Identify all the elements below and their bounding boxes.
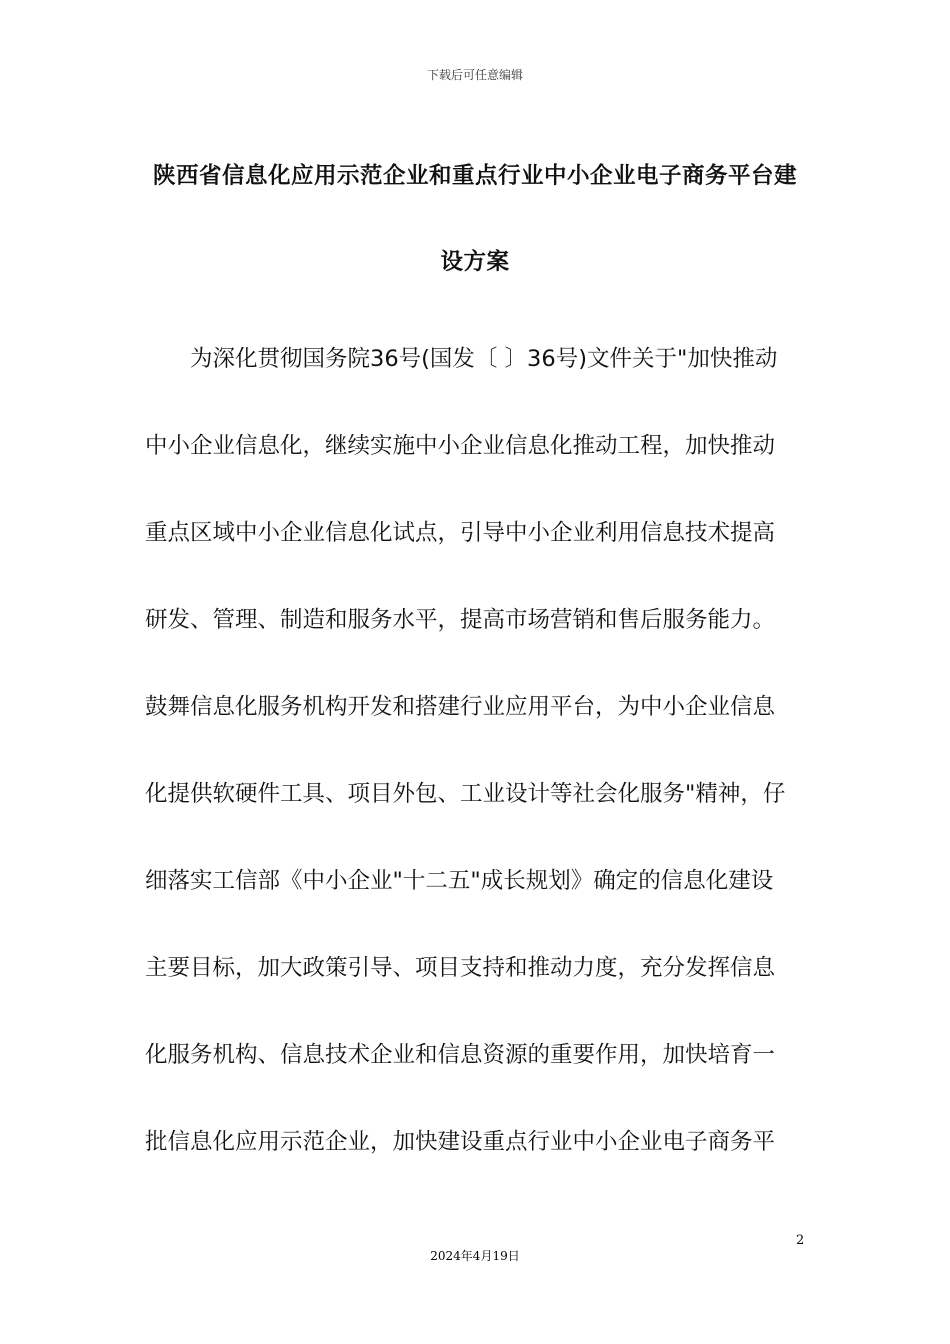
document-title-line-2: 设方案 bbox=[440, 249, 510, 275]
body-text-line: 鼓舞信息化服务机构开发和搭建行业应用平台，为中小企业信息 bbox=[145, 694, 776, 720]
body-text-line: 为深化贯彻国务院36号(国发〔 〕36号)文件关于"加快推动 bbox=[145, 346, 778, 372]
body-text-line: 中小企业信息化，继续实施中小企业信息化推动工程，加快推动 bbox=[145, 433, 776, 459]
body-text-line: 重点区域中小企业信息化试点，引导中小企业利用信息技术提高 bbox=[145, 520, 776, 546]
document-title-line-1: 陕西省信息化应用示范企业和重点行业中小企业电子商务平台建 bbox=[152, 163, 797, 189]
body-text-line: 化提供软硬件工具、项目外包、工业设计等社会化服务"精神，仔 bbox=[145, 781, 786, 807]
page-number: 2 bbox=[796, 1233, 805, 1248]
body-text-line: 细落实工信部《中小企业"十二五"成长规划》确定的信息化建设 bbox=[145, 868, 774, 894]
body-text-line: 批信息化应用示范企业，加快建设重点行业中小企业电子商务平 bbox=[145, 1129, 776, 1155]
body-text-line: 主要目标，加大政策引导、项目支持和推动力度，充分发挥信息 bbox=[145, 955, 776, 981]
body-text-line: 研发、管理、制造和服务水平，提高市场营销和售后服务能力。 bbox=[145, 607, 776, 633]
page-header: 下载后可任意编辑 bbox=[426, 68, 523, 82]
body-text-line: 化服务机构、信息技术企业和信息资源的重要作用，加快培育一 bbox=[145, 1042, 776, 1068]
page-footer-date: 2024年4月19日 bbox=[430, 1249, 520, 1263]
